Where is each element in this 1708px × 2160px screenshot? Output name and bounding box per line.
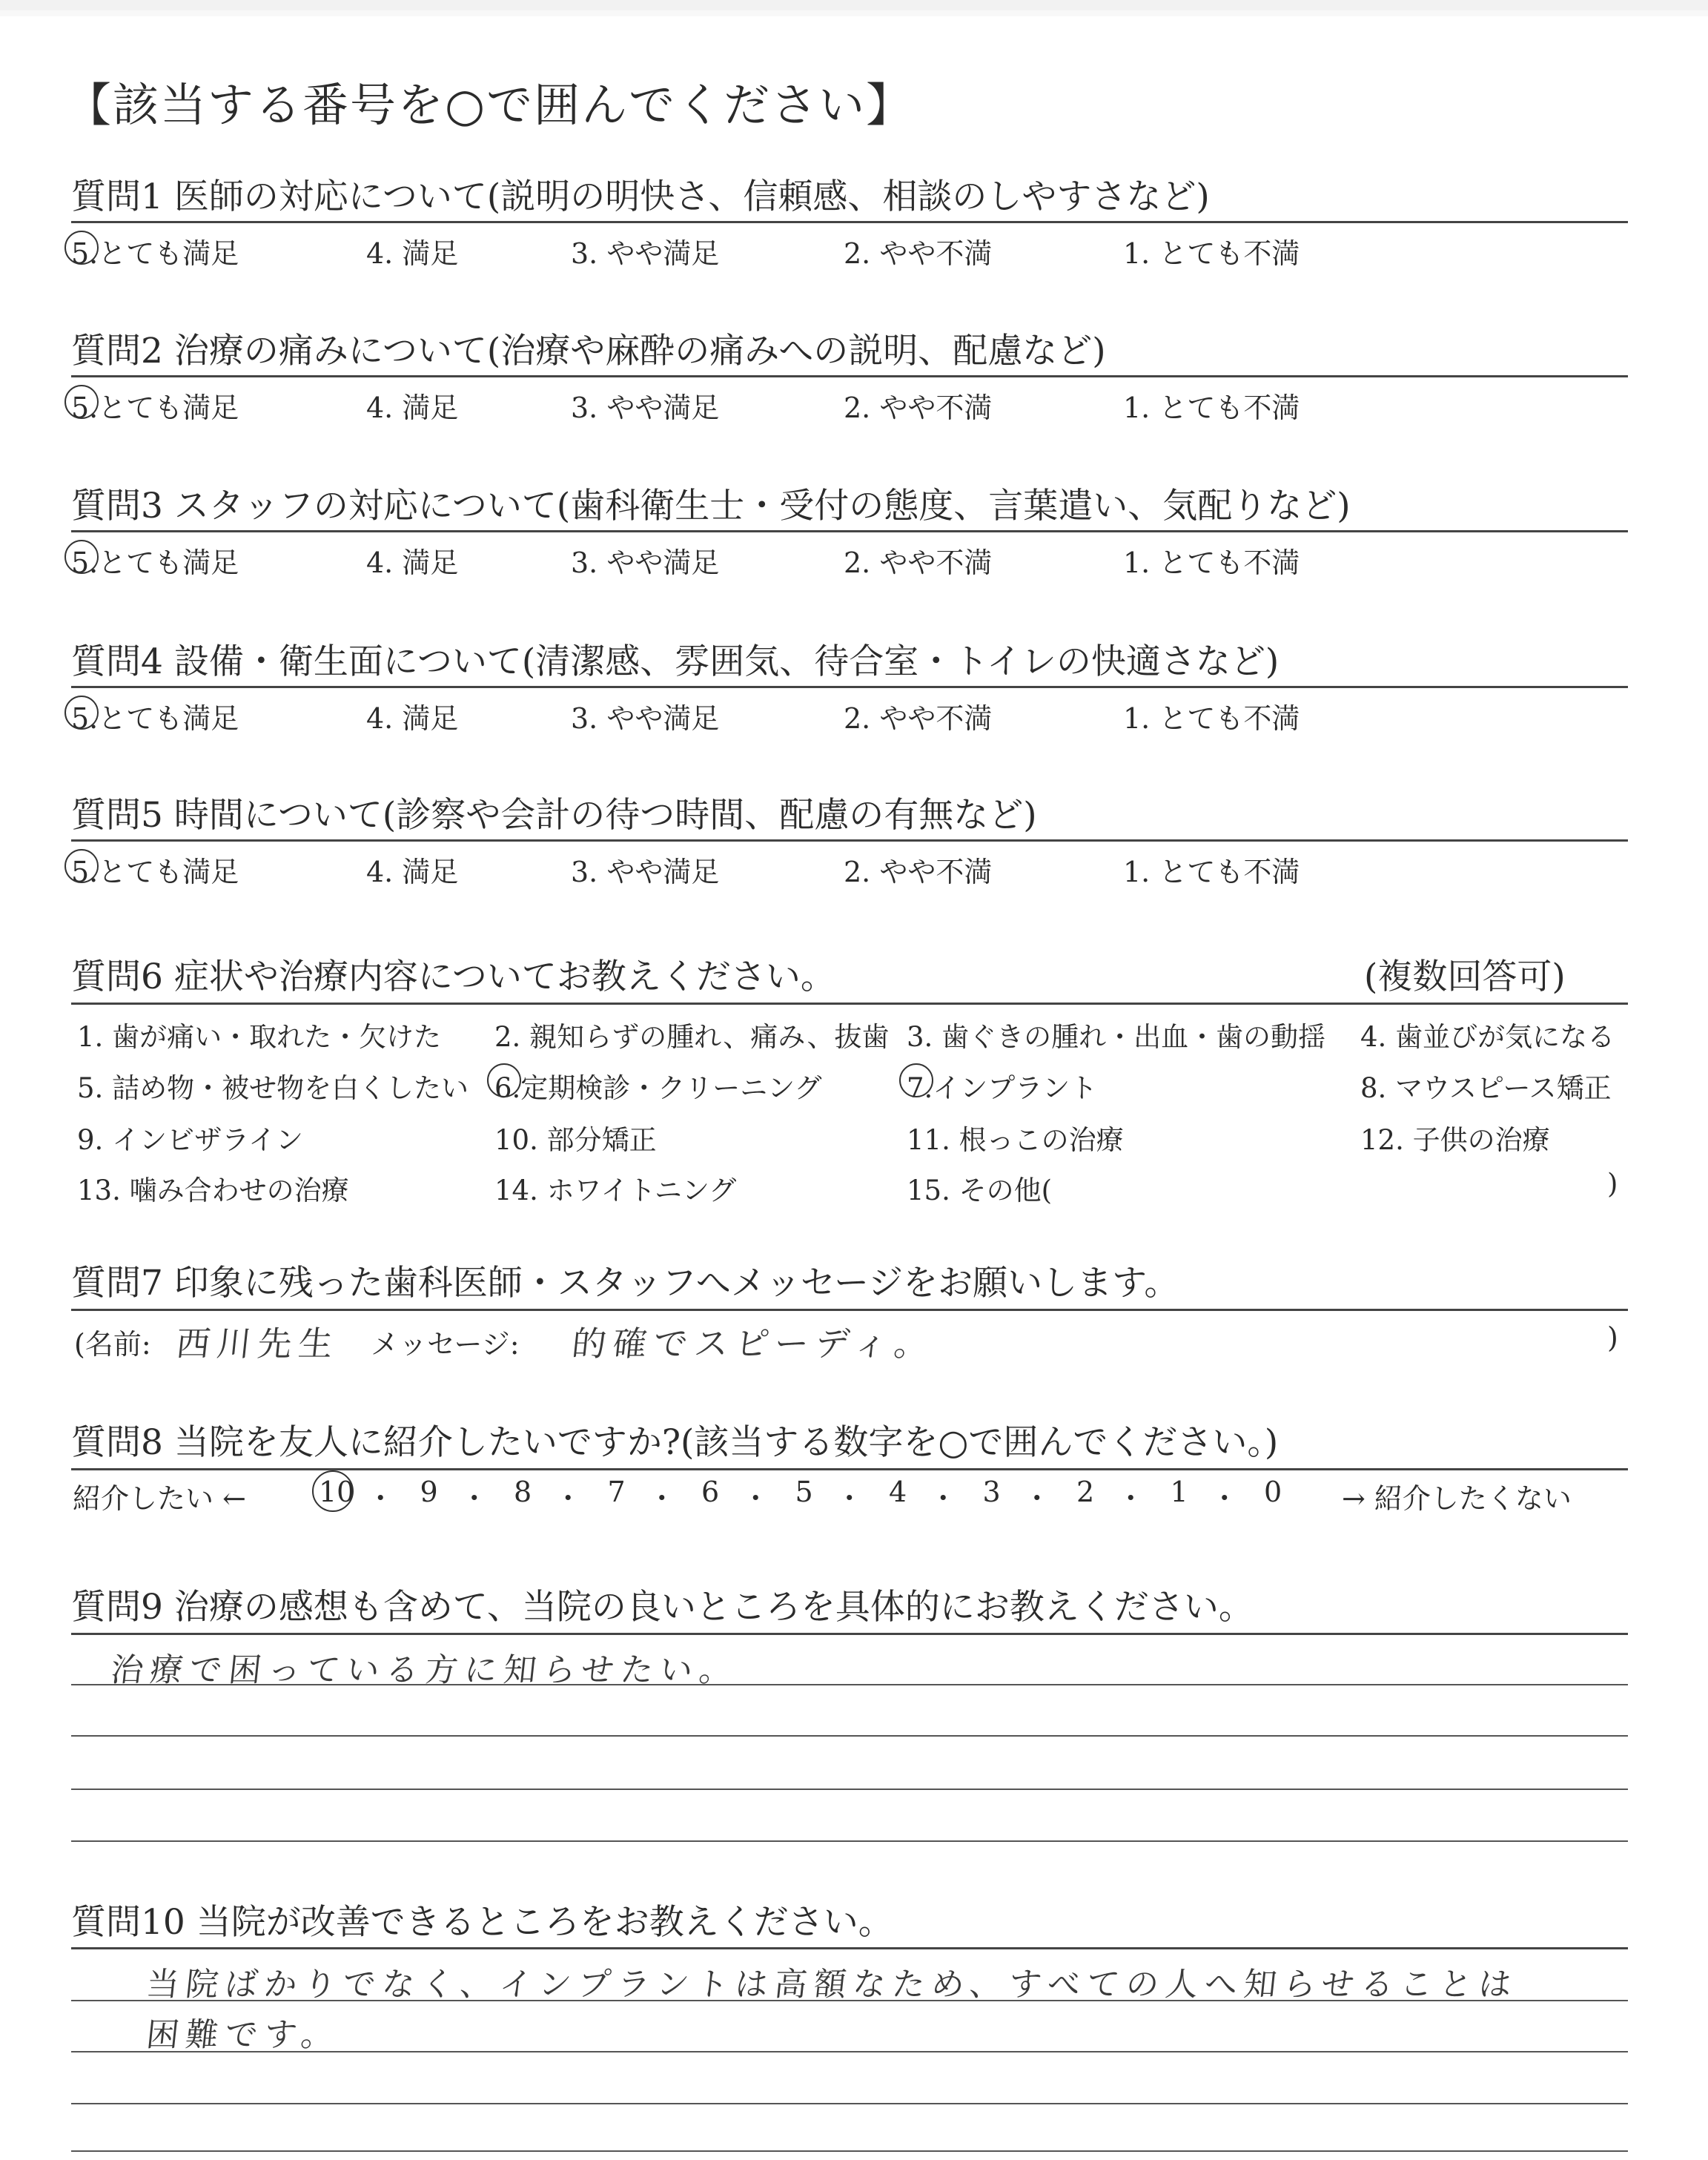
q8-scale-4[interactable]: 4 bbox=[889, 1476, 907, 1508]
q8-separator: ・ bbox=[741, 1482, 770, 1515]
q8-selected-circle bbox=[312, 1470, 354, 1512]
q7-close: ) bbox=[1607, 1321, 1618, 1354]
q6-item-12[interactable]: 12. 子供の治療 bbox=[1360, 1124, 1550, 1156]
q8-scale-0[interactable]: 0 bbox=[1264, 1476, 1282, 1508]
q6-item-7[interactable]: 7.インプラント bbox=[907, 1072, 1098, 1104]
q3-option-3[interactable]: 3. やや満足 bbox=[571, 546, 720, 579]
q4-option-1[interactable]: 1. とても不満 bbox=[1123, 702, 1300, 735]
q3-option-1[interactable]: 1. とても不満 bbox=[1123, 546, 1300, 579]
q5-selected-circle bbox=[64, 849, 99, 883]
question-4-label: 質問4 設備・衛生面について(清潔感、雰囲気、待合室・トイレの快適さなど) bbox=[71, 641, 1280, 682]
q7-name-open: (名前: bbox=[74, 1328, 151, 1361]
q9-answer[interactable]: 治療で困っている方に知らせたい。 bbox=[108, 1651, 741, 1689]
q9-rule-4 bbox=[71, 1840, 1628, 1842]
question-4-rule bbox=[71, 686, 1628, 688]
question-2-label: 質問2 治療の痛みについて(治療や麻酔の痛みへの説明、配慮など) bbox=[71, 331, 1106, 371]
question-3-label: 質問3 スタッフの対応について(歯科衛生士・受付の態度、言葉遣い、気配りなど) bbox=[71, 486, 1351, 526]
q2-option-5[interactable]: 5.とても満足 bbox=[71, 392, 239, 424]
q5-option-4[interactable]: 4. 満足 bbox=[366, 856, 459, 888]
question-6-label: 質問6 症状や治療内容についてお教えください。 bbox=[71, 957, 835, 997]
q9-rule-2 bbox=[71, 1735, 1628, 1737]
q1-option-4[interactable]: 4. 満足 bbox=[366, 237, 459, 270]
question-6-rule bbox=[71, 1003, 1628, 1005]
q8-separator: ・ bbox=[1116, 1482, 1145, 1515]
q6-item-4[interactable]: 4. 歯並びが気になる bbox=[1360, 1021, 1615, 1053]
q4-option-3[interactable]: 3. やや満足 bbox=[571, 702, 720, 735]
q8-separator: ・ bbox=[647, 1482, 676, 1515]
q8-separator: ・ bbox=[1210, 1482, 1239, 1515]
q8-separator: ・ bbox=[554, 1482, 583, 1515]
q3-option-4[interactable]: 4. 満足 bbox=[366, 546, 459, 579]
q8-scale-1[interactable]: 1 bbox=[1170, 1476, 1188, 1508]
question-1-label: 質問1 医師の対応について(説明の明快さ、信頼感、相談のしやすさなど) bbox=[71, 176, 1210, 217]
q2-option-4[interactable]: 4. 満足 bbox=[366, 392, 459, 424]
q2-option-1[interactable]: 1. とても不満 bbox=[1123, 392, 1300, 424]
q2-option-2[interactable]: 2. やや不満 bbox=[844, 392, 993, 424]
q4-selected-circle bbox=[64, 696, 99, 730]
question-5-label: 質問5 時間について(診察や会計の待つ時間、配慮の有無など) bbox=[71, 795, 1037, 836]
q1-option-2[interactable]: 2. やや不満 bbox=[844, 237, 993, 270]
q8-scale-10[interactable]: 10 bbox=[319, 1476, 355, 1508]
q6-selected-circle-6 bbox=[487, 1063, 521, 1097]
q6-item-8[interactable]: 8. マウスピース矯正 bbox=[1360, 1072, 1612, 1104]
q10-answer-line-1[interactable]: 当院ばかりでなく、インプラントは高額なため、すべての人へ知らせることは bbox=[144, 1966, 1520, 2004]
q6-item-14[interactable]: 14. ホワイトニング bbox=[494, 1175, 737, 1206]
q8-scale-8[interactable]: 8 bbox=[514, 1476, 532, 1508]
q4-option-2[interactable]: 2. やや不満 bbox=[844, 702, 993, 735]
q6-item-9[interactable]: 9. インビザライン bbox=[77, 1124, 303, 1156]
q8-separator: ・ bbox=[460, 1482, 489, 1515]
q9-rule-3 bbox=[71, 1789, 1628, 1790]
q8-scale-2[interactable]: 2 bbox=[1076, 1476, 1095, 1508]
q1-option-1[interactable]: 1. とても不満 bbox=[1123, 237, 1300, 270]
q8-scale-3[interactable]: 3 bbox=[982, 1476, 1001, 1508]
q1-selected-circle bbox=[64, 231, 99, 265]
q10-rule-4 bbox=[71, 2150, 1628, 2152]
q2-option-3[interactable]: 3. やや満足 bbox=[571, 392, 720, 424]
q8-scale-7[interactable]: 7 bbox=[607, 1476, 626, 1508]
q3-option-5[interactable]: 5.とても満足 bbox=[71, 546, 239, 579]
q1-option-3[interactable]: 3. やや満足 bbox=[571, 237, 720, 270]
question-5-rule bbox=[71, 839, 1628, 842]
q8-scale-5[interactable]: 5 bbox=[795, 1476, 813, 1508]
question-8-rule bbox=[71, 1468, 1628, 1470]
q8-separator: ・ bbox=[835, 1482, 864, 1515]
q8-scale-6[interactable]: 6 bbox=[701, 1476, 720, 1508]
q6-item-15[interactable]: 15. その他( bbox=[907, 1175, 1053, 1206]
q8-scale-9[interactable]: 9 bbox=[420, 1476, 438, 1508]
question-7-label: 質問7 印象に残った歯科医師・スタッフへメッセージをお願いします。 bbox=[71, 1263, 1179, 1304]
q5-option-2[interactable]: 2. やや不満 bbox=[844, 856, 993, 888]
q6-item-3[interactable]: 3. 歯ぐきの腫れ・出血・歯の動揺 bbox=[907, 1021, 1326, 1053]
question-6-note: (複数回答可) bbox=[1364, 957, 1566, 997]
q6-item-10[interactable]: 10. 部分矯正 bbox=[494, 1124, 657, 1156]
question-3-rule bbox=[71, 530, 1628, 532]
q6-selected-circle-7 bbox=[899, 1063, 933, 1097]
q5-option-1[interactable]: 1. とても不満 bbox=[1123, 856, 1300, 888]
question-10-label: 質問10 当院が改善できるところをお教えください。 bbox=[71, 1902, 893, 1943]
q5-option-3[interactable]: 3. やや満足 bbox=[571, 856, 720, 888]
q6-item-11[interactable]: 11. 根っこの治療 bbox=[907, 1124, 1124, 1156]
q10-rule-3 bbox=[71, 2103, 1628, 2104]
q4-option-4[interactable]: 4. 満足 bbox=[366, 702, 459, 735]
q1-option-5[interactable]: 5.とても満足 bbox=[71, 237, 239, 270]
question-7-rule bbox=[71, 1309, 1628, 1311]
q6-item-6[interactable]: 6.定期検診・クリーニング bbox=[494, 1072, 822, 1104]
q4-option-5[interactable]: 5.とても満足 bbox=[71, 702, 239, 735]
q6-item-1[interactable]: 1. 歯が痛い・取れた・欠けた bbox=[77, 1021, 442, 1053]
question-1-rule bbox=[71, 221, 1628, 223]
q2-selected-circle bbox=[64, 385, 99, 419]
q7-message-label: メッセージ: bbox=[371, 1328, 520, 1361]
q7-name-value[interactable]: 西川先生 bbox=[173, 1324, 342, 1364]
q5-option-5[interactable]: 5.とても満足 bbox=[71, 856, 239, 888]
q6-item-13[interactable]: 13. 噛み合わせの治療 bbox=[77, 1175, 349, 1206]
q7-message-value[interactable]: 的確でスピーディ。 bbox=[569, 1324, 938, 1364]
q3-option-2[interactable]: 2. やや不満 bbox=[844, 546, 993, 579]
q9-rule-0 bbox=[71, 1633, 1628, 1635]
q10-rule-0 bbox=[71, 1947, 1628, 1949]
q10-answer-line-2[interactable]: 困難です。 bbox=[144, 2016, 342, 2054]
q8-left-label: 紹介したい ← bbox=[73, 1482, 246, 1515]
q6-item-5[interactable]: 5. 詰め物・被せ物を白くしたい bbox=[77, 1072, 469, 1104]
q8-separator: ・ bbox=[1022, 1482, 1051, 1515]
page-title: 【該当する番号を○で囲んでください】 bbox=[65, 78, 914, 132]
q6-item-2[interactable]: 2. 親知らずの腫れ、痛み、抜歯 bbox=[494, 1021, 890, 1053]
q8-separator: ・ bbox=[366, 1482, 395, 1515]
question-8-label: 質問8 当院を友人に紹介したいですか?(該当する数字を○で囲んでください。) bbox=[71, 1422, 1279, 1463]
q8-right-label: → 紹介したくない bbox=[1342, 1482, 1572, 1515]
q8-separator: ・ bbox=[929, 1482, 958, 1515]
question-9-label: 質問9 治療の感想も含めて、当院の良いところを具体的にお教えください。 bbox=[71, 1587, 1254, 1628]
q6-other-close: ) bbox=[1607, 1168, 1618, 1200]
question-2-rule bbox=[71, 375, 1628, 377]
q3-selected-circle bbox=[64, 540, 99, 574]
